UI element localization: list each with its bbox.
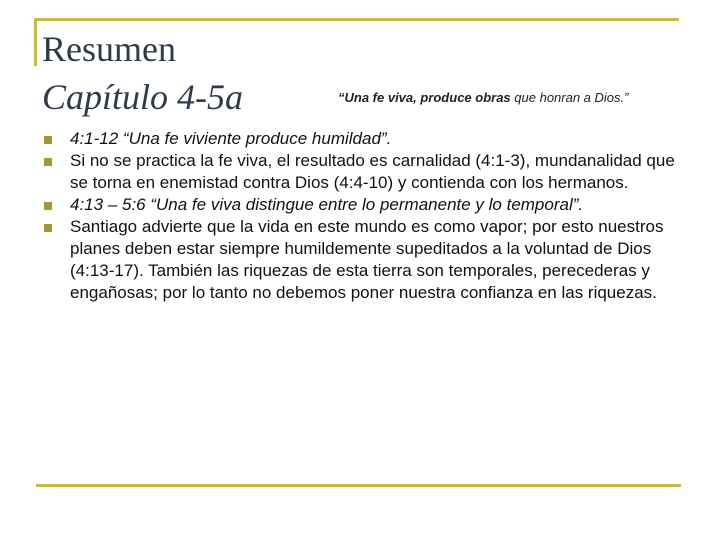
- bullet-text: Si no se practica la fe viva, el resultado es carnalidad (4:1-3), mundanalidad que se torna en enemistad contra Dios (4:4-10) y contienda con los hermanos.: [70, 151, 675, 192]
- bullet-item: [44, 150, 684, 194]
- bullet-text: 4:13 – 5:6 “Una fe viva distingue entre lo permanente y lo temporal”.: [70, 195, 584, 214]
- frame-bottom-line: [36, 484, 681, 487]
- square-bullet-icon: [44, 136, 52, 144]
- bullet-list: [44, 128, 684, 304]
- bullet-text: 4:1-12 “Una fe viviente produce humildad”.: [70, 129, 392, 148]
- quote-rest: que honran a Dios.”: [510, 90, 629, 105]
- frame-left-line: [34, 18, 37, 66]
- bullet-item: [44, 194, 684, 216]
- slide-quote: [338, 90, 628, 105]
- bullet-item: [44, 128, 684, 150]
- bullet-item: [44, 216, 684, 304]
- bullet-text: Santiago advierte que la vida en este mundo es como vapor; por esto nuestros planes deben estar siempre humildemente supeditados a la voluntad de Dios (4:13-17). También las riquezas de esta tierra son temporales, perecederas y engañosas; por lo tanto no debemos poner nuestra confianza en las riquezas.: [70, 217, 664, 302]
- slide-title: Resumen: [42, 29, 176, 69]
- square-bullet-icon: [44, 224, 52, 232]
- slide-subtitle: Capítulo 4-5a: [42, 77, 244, 117]
- quote-bold-part: “Una fe viva, produce obras: [338, 90, 511, 105]
- square-bullet-icon: [44, 158, 52, 166]
- square-bullet-icon: [44, 202, 52, 210]
- frame-top-line: [34, 18, 679, 21]
